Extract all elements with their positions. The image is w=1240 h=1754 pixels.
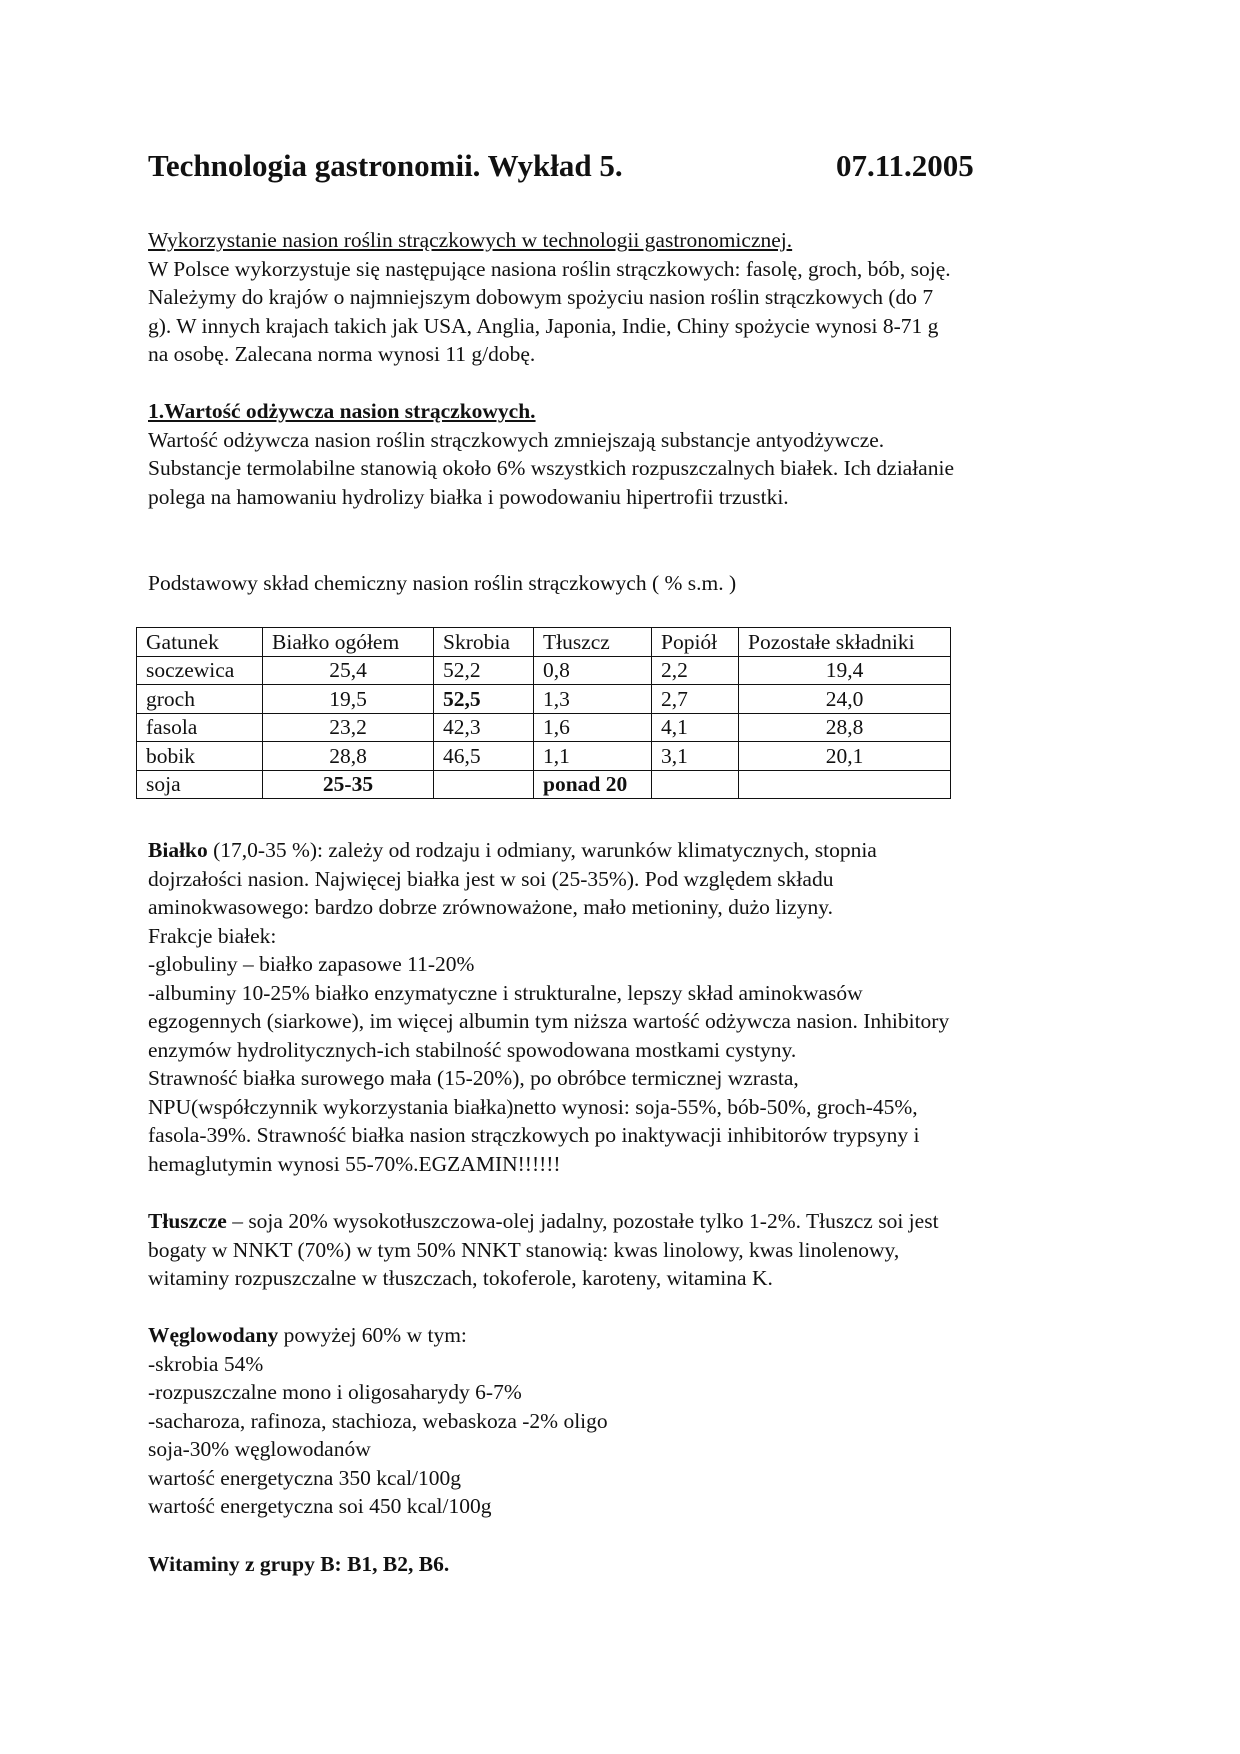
table-cell: 25,4: [263, 656, 434, 685]
fats-section: [148, 1207, 1098, 1293]
table-cell: 46,5: [434, 742, 534, 771]
header-cell: Skrobia: [434, 628, 534, 657]
nutrition-heading: 1.Wartość odżywcza nasion strączkowych.: [148, 399, 536, 423]
carbs-line: wartość energetyczna soi 450 kcal/100g: [148, 1494, 492, 1518]
table-cell: 19,5: [263, 685, 434, 714]
table-cell: [434, 770, 534, 799]
table-cell: ponad 20: [534, 770, 652, 799]
table-cell: soczewica: [137, 656, 263, 685]
carbs-line: [148, 1321, 1098, 1350]
table-cell: 1,1: [534, 742, 652, 771]
table-cell: 1,3: [534, 685, 652, 714]
table-cell: 2,7: [652, 685, 739, 714]
protein-line: egzogennych (siarkowe), im więcej albumin tym niższa wartość odżywcza nasion. Inhibitory: [148, 1009, 950, 1033]
protein-intro-text: (17,0-35 %): zależy od rodzaju i odmiany, warunków klimatycznych, stopnia: [207, 838, 877, 862]
table-cell: 0,8: [534, 656, 652, 685]
table-cell: 24,0: [739, 685, 951, 714]
table-cell: 25-35: [263, 770, 434, 799]
table-cell: 28,8: [739, 713, 951, 742]
table-cell: 20,1: [739, 742, 951, 771]
page-title: Technologia gastronomii. Wykład 5.: [148, 148, 623, 183]
nutrition-section: [148, 397, 1098, 511]
carbs-line: -rozpuszczalne mono i oligosaharydy 6-7%: [148, 1380, 522, 1404]
intro-heading: Wykorzystanie nasion roślin strączkowych w technologii gastronomicznej.: [148, 228, 793, 252]
table-cell: 42,3: [434, 713, 534, 742]
table-cell: 3,1: [652, 742, 739, 771]
fats-line: witaminy rozpuszczalne w tłuszczach, tokoferole, karoteny, witamina K.: [148, 1266, 773, 1290]
table-header-row: [137, 628, 951, 657]
protein-line: aminokwasowego: bardzo dobrze zrównoważone, mało metioniny, dużo lizyny.: [148, 895, 834, 919]
header-cell: Białko ogółem: [263, 628, 434, 657]
carbs-section: [148, 1321, 1098, 1521]
fats-intro-text: – soja 20% wysokotłuszczowa-olej jadalny, pozostałe tylko 1-2%. Tłuszcz soi jest: [226, 1209, 939, 1233]
table-cell: [652, 770, 739, 799]
fats-line: [148, 1207, 1098, 1236]
title-row: [148, 148, 998, 192]
header-cell: Tłuszcz: [534, 628, 652, 657]
carbs-line: -skrobia 54%: [148, 1351, 264, 1376]
carbs-label: Węglowodany: [148, 1323, 279, 1347]
vitamins-section: [148, 1550, 1098, 1579]
table-row: [137, 685, 951, 714]
nutrition-line: polega na hamowaniu hydrolizy białka i powodowaniu hipertrofii trzustki.: [148, 484, 789, 509]
table-caption: Podstawowy skład chemiczny nasion roślin strączkowych ( % s.m. ): [148, 571, 737, 595]
header-cell: Pozostałe składniki: [739, 628, 951, 657]
carbs-line: soja-30% węglowodanów: [148, 1437, 371, 1461]
protein-section: [148, 836, 1098, 1178]
carbs-intro-text: powyżej 60% w tym:: [278, 1323, 467, 1347]
table-row: [137, 770, 951, 799]
table-row: [137, 656, 951, 685]
protein-line: fasola-39%. Strawność białka nasion strączkowych po inaktywacji inhibitorów trypsyny i: [148, 1123, 920, 1147]
protein-line: Strawność białka surowego mała (15-20%), po obróbce termicznej wzrasta,: [148, 1066, 799, 1090]
protein-line: hemaglutymin wynosi 55-70%.EGZAMIN!!!!!!: [148, 1151, 561, 1176]
table-cell: 19,4: [739, 656, 951, 685]
lecture-date: 07.11.2005: [836, 148, 974, 183]
table-cell: 28,8: [263, 742, 434, 771]
fats-label: Tłuszcze: [148, 1209, 227, 1233]
table-cell: fasola: [137, 713, 263, 742]
table-cell: bobik: [137, 742, 263, 771]
table-cell: 2,2: [652, 656, 739, 685]
header-cell: Popiół: [652, 628, 739, 657]
protein-label: Białko: [148, 838, 208, 862]
protein-line: enzymów hydrolitycznych-ich stabilność spowodowana mostkami cystyny.: [148, 1037, 797, 1062]
nutrition-line: Wartość odżywcza nasion roślin strączkowych zmniejszają substancje antyodżywcze.: [148, 427, 885, 452]
protein-line: dojrzałości nasion. Najwięcej białka jest w soi (25-35%). Pod względem składu: [148, 866, 834, 891]
intro-line: W Polsce wykorzystuje się następujące nasiona roślin strączkowych: fasolę, groch, bób, soję.: [148, 256, 951, 281]
table-caption-block: [148, 569, 1098, 598]
table-cell: 52,5: [434, 685, 534, 714]
vitamins-heading: Witaminy z grupy B: B1, B2, B6.: [148, 1552, 450, 1576]
table-cell: [739, 770, 951, 799]
table-row: [137, 713, 951, 742]
intro-line: g). W innych krajach takich jak USA, Anglia, Japonia, Indie, Chiny spożycie wynosi 8-71 g: [148, 313, 939, 338]
protein-line: [148, 836, 1098, 865]
composition-table: [136, 627, 951, 799]
carbs-line: -sacharoza, rafinoza, stachioza, webaskoza -2% oligo: [148, 1408, 608, 1433]
nutrition-line: Substancje termolabilne stanowią około 6% wszystkich rozpuszczalnych białek. Ich działanie: [148, 456, 954, 480]
intro-line: Należymy do krajów o najmniejszym dobowym spożyciu nasion roślin strączkowych (do 7: [148, 285, 934, 309]
protein-line: NPU(współczynnik wykorzystania białka)netto wynosi: soja-55%, bób-50%, groch-45%,: [148, 1094, 918, 1119]
table-cell: 23,2: [263, 713, 434, 742]
carbs-line: wartość energetyczna 350 kcal/100g: [148, 1465, 462, 1490]
protein-line: -albuminy 10-25% białko enzymatyczne i strukturalne, lepszy skład aminokwasów: [148, 980, 863, 1005]
intro-line: na osobę. Zalecana norma wynosi 11 g/dobę.: [148, 342, 536, 366]
header-cell: Gatunek: [137, 628, 263, 657]
table-cell: 52,2: [434, 656, 534, 685]
table-cell: soja: [137, 770, 263, 799]
fats-line: bogaty w NNKT (70%) w tym 50% NNKT stanowią: kwas linolowy, kwas linolenowy,: [148, 1237, 900, 1262]
protein-line: -globuliny – białko zapasowe 11-20%: [148, 952, 475, 976]
table-cell: 1,6: [534, 713, 652, 742]
table-row: [137, 742, 951, 771]
protein-line: Frakcje białek:: [148, 923, 277, 948]
table-cell: groch: [137, 685, 263, 714]
table-cell: 4,1: [652, 713, 739, 742]
intro-section: [148, 226, 1098, 369]
